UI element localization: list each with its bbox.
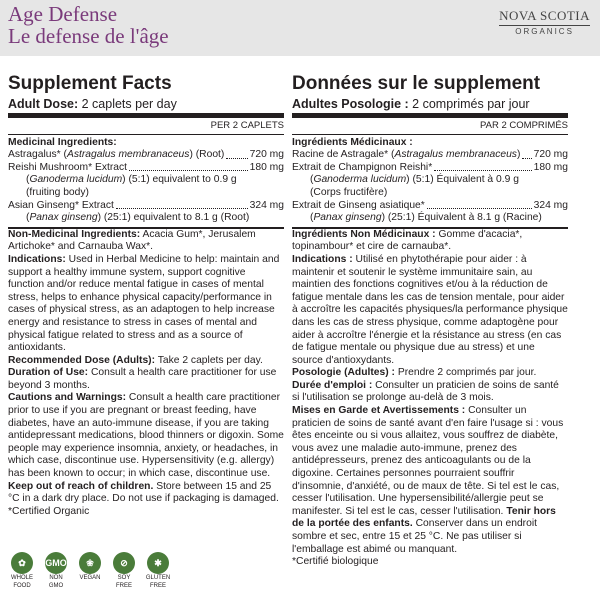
gluten-free-badge: ✱ GLUTEN FREE: [144, 552, 172, 590]
brand-line1: NOVA SCOTIA: [499, 8, 590, 23]
vegan-badge: ❀ VEGAN: [76, 552, 104, 590]
per-label-fr: PAR 2 COMPRIMÉS: [292, 118, 568, 135]
per-label-en: PER 2 CAPLETS: [8, 118, 284, 135]
ingredient-row: Reishi Mushroom* Extract 180 mg: [8, 161, 284, 173]
certified-fr: *Certifié biologique: [292, 556, 379, 568]
dose-label-en: Adult Dose:: [8, 97, 79, 111]
soy-free-badge: ⊘ SOY FREE: [110, 552, 138, 590]
warnings-fr: Mises en Garde et Avertissements : Consulter un praticien de soins de santé avant d'en faire l'usage si : vous êtes enceinte ou si vous allaitez, vous souffrez de diabète, vous avez une maladie auto-immune, prenez des antidépresseurs, prenez des anticoagulants ou de la digoxine. Certaines personnes pourraient souffrir d'insomnie, d'anxiété, ou de maux de tête. Si tel est le cas, cesser l'utilisation. Une hypersensibilité/allergie peut se manifester. Si tel est le cas, cesser l'utilisation. Tenir hors de la portée des enfants. Conserver dans un endroit sombre et sec, entre 15 et 25 °C. Ne pas utiliser si l'emballage est abimé ou manquant.: [292, 405, 564, 555]
ingredient-row: Astragalus* (Astragalus membranaceus) (Root) 720 mg: [8, 149, 284, 161]
non-gmo-badge: GMO NON GMO: [42, 552, 70, 590]
ingredient-row: Extrait de Ginseng asiatique* 324 mg: [292, 199, 568, 211]
whole-food-icon: ✿: [11, 552, 33, 574]
ingredient-detail: (fruiting body): [26, 186, 89, 198]
non-gmo-icon: GMO: [45, 552, 67, 574]
ingredient-row: Racine de Astragale* (Astragalus membranaceus) 720 mg: [292, 149, 568, 161]
heading-en: Supplement Facts: [8, 73, 172, 94]
ingredient-row: Asian Ginseng* Extract 324 mg: [8, 199, 284, 211]
badge-row: [8, 552, 172, 590]
whole-food-badge: ✿ WHOLE FOOD: [8, 552, 36, 590]
soy-free-icon: ⊘: [113, 552, 135, 574]
recommended-en: Recommended Dose (Adults): Take 2 caplets per day.: [8, 354, 263, 366]
gluten-free-icon: ✱: [147, 552, 169, 574]
ingredient-detail: (Corps fructifère): [310, 186, 388, 198]
medicinal-label-en: Medicinal Ingredients:: [8, 136, 117, 148]
header-bar: [0, 0, 600, 56]
dose-fr: [292, 97, 568, 118]
dose-value-fr: 2 comprimés par jour: [412, 97, 530, 111]
posologie-fr: Posologie (Adultes) : Prendre 2 comprimés par jour.: [292, 367, 537, 379]
ingredient-detail: (Ganoderma lucidum) (5:1) Équivalent à 0.9 g: [310, 174, 519, 186]
ingredients-en: [8, 135, 284, 229]
ingredient-row: Extrait de Champignon Reishi* 180 mg: [292, 161, 568, 173]
dose-en: [8, 97, 284, 118]
dose-value-en: 2 caplets per day: [81, 97, 177, 111]
french-panel: [292, 74, 568, 569]
ingredient-detail: (Ganoderma lucidum) (5:1) equivalent to 0.9 g: [26, 174, 237, 186]
ingredients-fr: [292, 135, 568, 229]
heading-fr: Données sur le supplement: [292, 73, 541, 94]
ingredient-detail: (Panax ginseng) (25:1) equivalent to 8.1 g (Root): [26, 212, 250, 224]
product-title-fr: Le defense de l'âge: [8, 24, 169, 48]
ingredient-detail: (Panax ginseng) (25:1) Équivalent à 8.1 g (Racine): [310, 212, 542, 224]
medicinal-label-fr: Ingrédients Médicinaux :: [292, 136, 413, 148]
brand-line2: ORGANICS: [499, 25, 590, 36]
nonmed-en: Non-Medicinal Ingredients: Acacia Gum*, Jerusalem Artichoke* and Carnauba Wax*.: [8, 228, 256, 253]
indications-fr: Indications : Utilisé en phytothérapie pour aider : à maintenir et soutenir le système immunitaire sain, au maintien des fonctions cognitives et/ou à la réduction de fatigue mentale dans les cas de tension mentale, pour aider à accroître les capacités physiques/la performance physique dans les cas de stress physique, comme adaptogène pour aider à accroître l'énergie et la résistance au stress (en cas de fatigue mentale ou physique due au stress) et une source d'antioxydants.: [292, 253, 568, 366]
brand-logo: [499, 8, 590, 36]
duration-en: Duration of Use: Consult a health care practitioner for use beyond 3 months.: [8, 367, 277, 391]
dose-label-fr: Adultes Posologie :: [292, 97, 409, 111]
warnings-en: Cautions and Warnings: Consult a health care practitioner prior to use if you are pregnant or breast feeding, have diabetes, have an auto-immune disease, if you are taking antidepressant medications, blood thinners or digoxin. Some people may experience insomnia, anxiety, or headaches, in which case, discontinue use. Hypersensitivity (e.g. allergy) has been known to occur; in which case, discontinue use. Keep out of reach of children. Store between 15 and 25 °C in a dark dry place. Do not use if packaging is damaged.: [8, 392, 284, 505]
certified-en: *Certified Organic: [8, 505, 90, 517]
english-panel: [8, 74, 284, 518]
product-title-en: Age Defense: [8, 2, 118, 26]
vegan-icon: ❀: [79, 552, 101, 574]
indications-en: Indications: Used in Herbal Medicine to help: maintain and support a healthy immune system, support cognitive function and/or reduce mental fatigue in cases of mental stress, helps to enhance physical capacity/performance in cases of physical stress, as an adaptogen to help increase energy and resistance to stress in cases of mental and physical fatigue related to stress and as a source of antioxidants.: [8, 253, 280, 354]
nonmed-fr: Ingrédients Non Médicinaux : Gomme d'acacia*, topinambour* et cire de carnauba*.: [292, 228, 523, 253]
duration-fr: Durée d'emploi : Consulter un praticien de soins de santé si l'utilisation se prolonge au-delà de 3 mois.: [292, 379, 559, 404]
